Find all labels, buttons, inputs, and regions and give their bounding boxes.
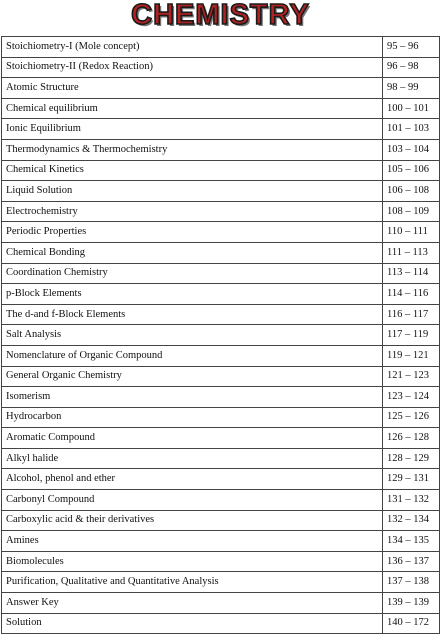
chapter-title: Hydrocarbon — [2, 407, 383, 428]
page-range: 100 – 101 — [383, 98, 440, 119]
toc-row — [2, 181, 440, 202]
toc-row — [2, 531, 440, 552]
chapter-title: Carbonyl Compound — [2, 490, 383, 511]
toc-row — [2, 428, 440, 449]
chapter-title: Amines — [2, 531, 383, 552]
chapter-title: Atomic Structure — [2, 78, 383, 99]
chapter-title: Liquid Solution — [2, 181, 383, 202]
toc-row — [2, 222, 440, 243]
toc-row — [2, 325, 440, 346]
page-range: 110 – 111 — [383, 222, 440, 243]
toc-row — [2, 98, 440, 119]
page-range: 136 – 137 — [383, 551, 440, 572]
page-range: 140 – 172 — [383, 613, 440, 634]
toc-row — [2, 490, 440, 511]
toc-row — [2, 284, 440, 305]
toc-row — [2, 593, 440, 614]
chapter-title: Isomerism — [2, 387, 383, 408]
chapter-title: Alkyl halide — [2, 448, 383, 469]
toc-row — [2, 37, 440, 58]
toc-row — [2, 345, 440, 366]
toc-row — [2, 510, 440, 531]
page-range: 125 – 126 — [383, 407, 440, 428]
page-range: 117 – 119 — [383, 325, 440, 346]
chapter-title: p-Block Elements — [2, 284, 383, 305]
page-title: CHEMISTRY — [131, 0, 310, 31]
toc-row — [2, 572, 440, 593]
table-of-contents — [1, 36, 440, 634]
chapter-title: The d-and f-Block Elements — [2, 304, 383, 325]
chapter-title: Nomenclature of Organic Compound — [2, 345, 383, 366]
chapter-title: Biomolecules — [2, 551, 383, 572]
chapter-title: Electrochemistry — [2, 201, 383, 222]
page-range: 131 – 132 — [383, 490, 440, 511]
toc-row — [2, 551, 440, 572]
chapter-title: Coordination Chemistry — [2, 263, 383, 284]
toc-row — [2, 613, 440, 634]
chapter-title: Aromatic Compound — [2, 428, 383, 449]
toc-body — [2, 37, 440, 634]
chapter-title: Solution — [2, 613, 383, 634]
page-range: 137 – 138 — [383, 572, 440, 593]
page-range: 96 – 98 — [383, 57, 440, 78]
toc-row — [2, 304, 440, 325]
page-range: 121 – 123 — [383, 366, 440, 387]
toc-row — [2, 78, 440, 99]
chapter-title: Stoichiometry-II (Redox Reaction) — [2, 57, 383, 78]
toc-row — [2, 160, 440, 181]
chapter-title: Periodic Properties — [2, 222, 383, 243]
page-range: 108 – 109 — [383, 201, 440, 222]
page-range: 101 – 103 — [383, 119, 440, 140]
page-range: 119 – 121 — [383, 345, 440, 366]
chapter-title: Purification, Qualitative and Quantitative Analysis — [2, 572, 383, 593]
page-range: 106 – 108 — [383, 181, 440, 202]
title-banner — [0, 0, 441, 34]
page-range: 123 – 124 — [383, 387, 440, 408]
chapter-title: General Organic Chemistry — [2, 366, 383, 387]
page-range: 103 – 104 — [383, 139, 440, 160]
page-range: 113 – 114 — [383, 263, 440, 284]
toc-row — [2, 139, 440, 160]
chapter-title: Chemical Kinetics — [2, 160, 383, 181]
toc-row — [2, 201, 440, 222]
page-range: 98 – 99 — [383, 78, 440, 99]
toc-row — [2, 263, 440, 284]
page-range: 95 – 96 — [383, 37, 440, 58]
page-range: 139 – 139 — [383, 593, 440, 614]
page-range: 116 – 117 — [383, 304, 440, 325]
toc-row — [2, 448, 440, 469]
chapter-title: Answer Key — [2, 593, 383, 614]
toc-row — [2, 366, 440, 387]
toc-row — [2, 407, 440, 428]
page-range: 134 – 135 — [383, 531, 440, 552]
page-range: 105 – 106 — [383, 160, 440, 181]
page-range: 111 – 113 — [383, 242, 440, 263]
toc-row — [2, 469, 440, 490]
toc-row — [2, 387, 440, 408]
chapter-title: Stoichiometry-I (Mole concept) — [2, 37, 383, 58]
chapter-title: Salt Analysis — [2, 325, 383, 346]
page-range: 114 – 116 — [383, 284, 440, 305]
page-range: 126 – 128 — [383, 428, 440, 449]
toc-row — [2, 119, 440, 140]
chapter-title: Chemical Bonding — [2, 242, 383, 263]
page-range: 129 – 131 — [383, 469, 440, 490]
chapter-title: Alcohol, phenol and ether — [2, 469, 383, 490]
chapter-title: Chemical equilibrium — [2, 98, 383, 119]
toc-row — [2, 242, 440, 263]
chapter-title: Ionic Equilibrium — [2, 119, 383, 140]
toc-row — [2, 57, 440, 78]
page-range: 128 – 129 — [383, 448, 440, 469]
chapter-title: Thermodynamics & Thermochemistry — [2, 139, 383, 160]
page-range: 132 – 134 — [383, 510, 440, 531]
chapter-title: Carboxylic acid & their derivatives — [2, 510, 383, 531]
